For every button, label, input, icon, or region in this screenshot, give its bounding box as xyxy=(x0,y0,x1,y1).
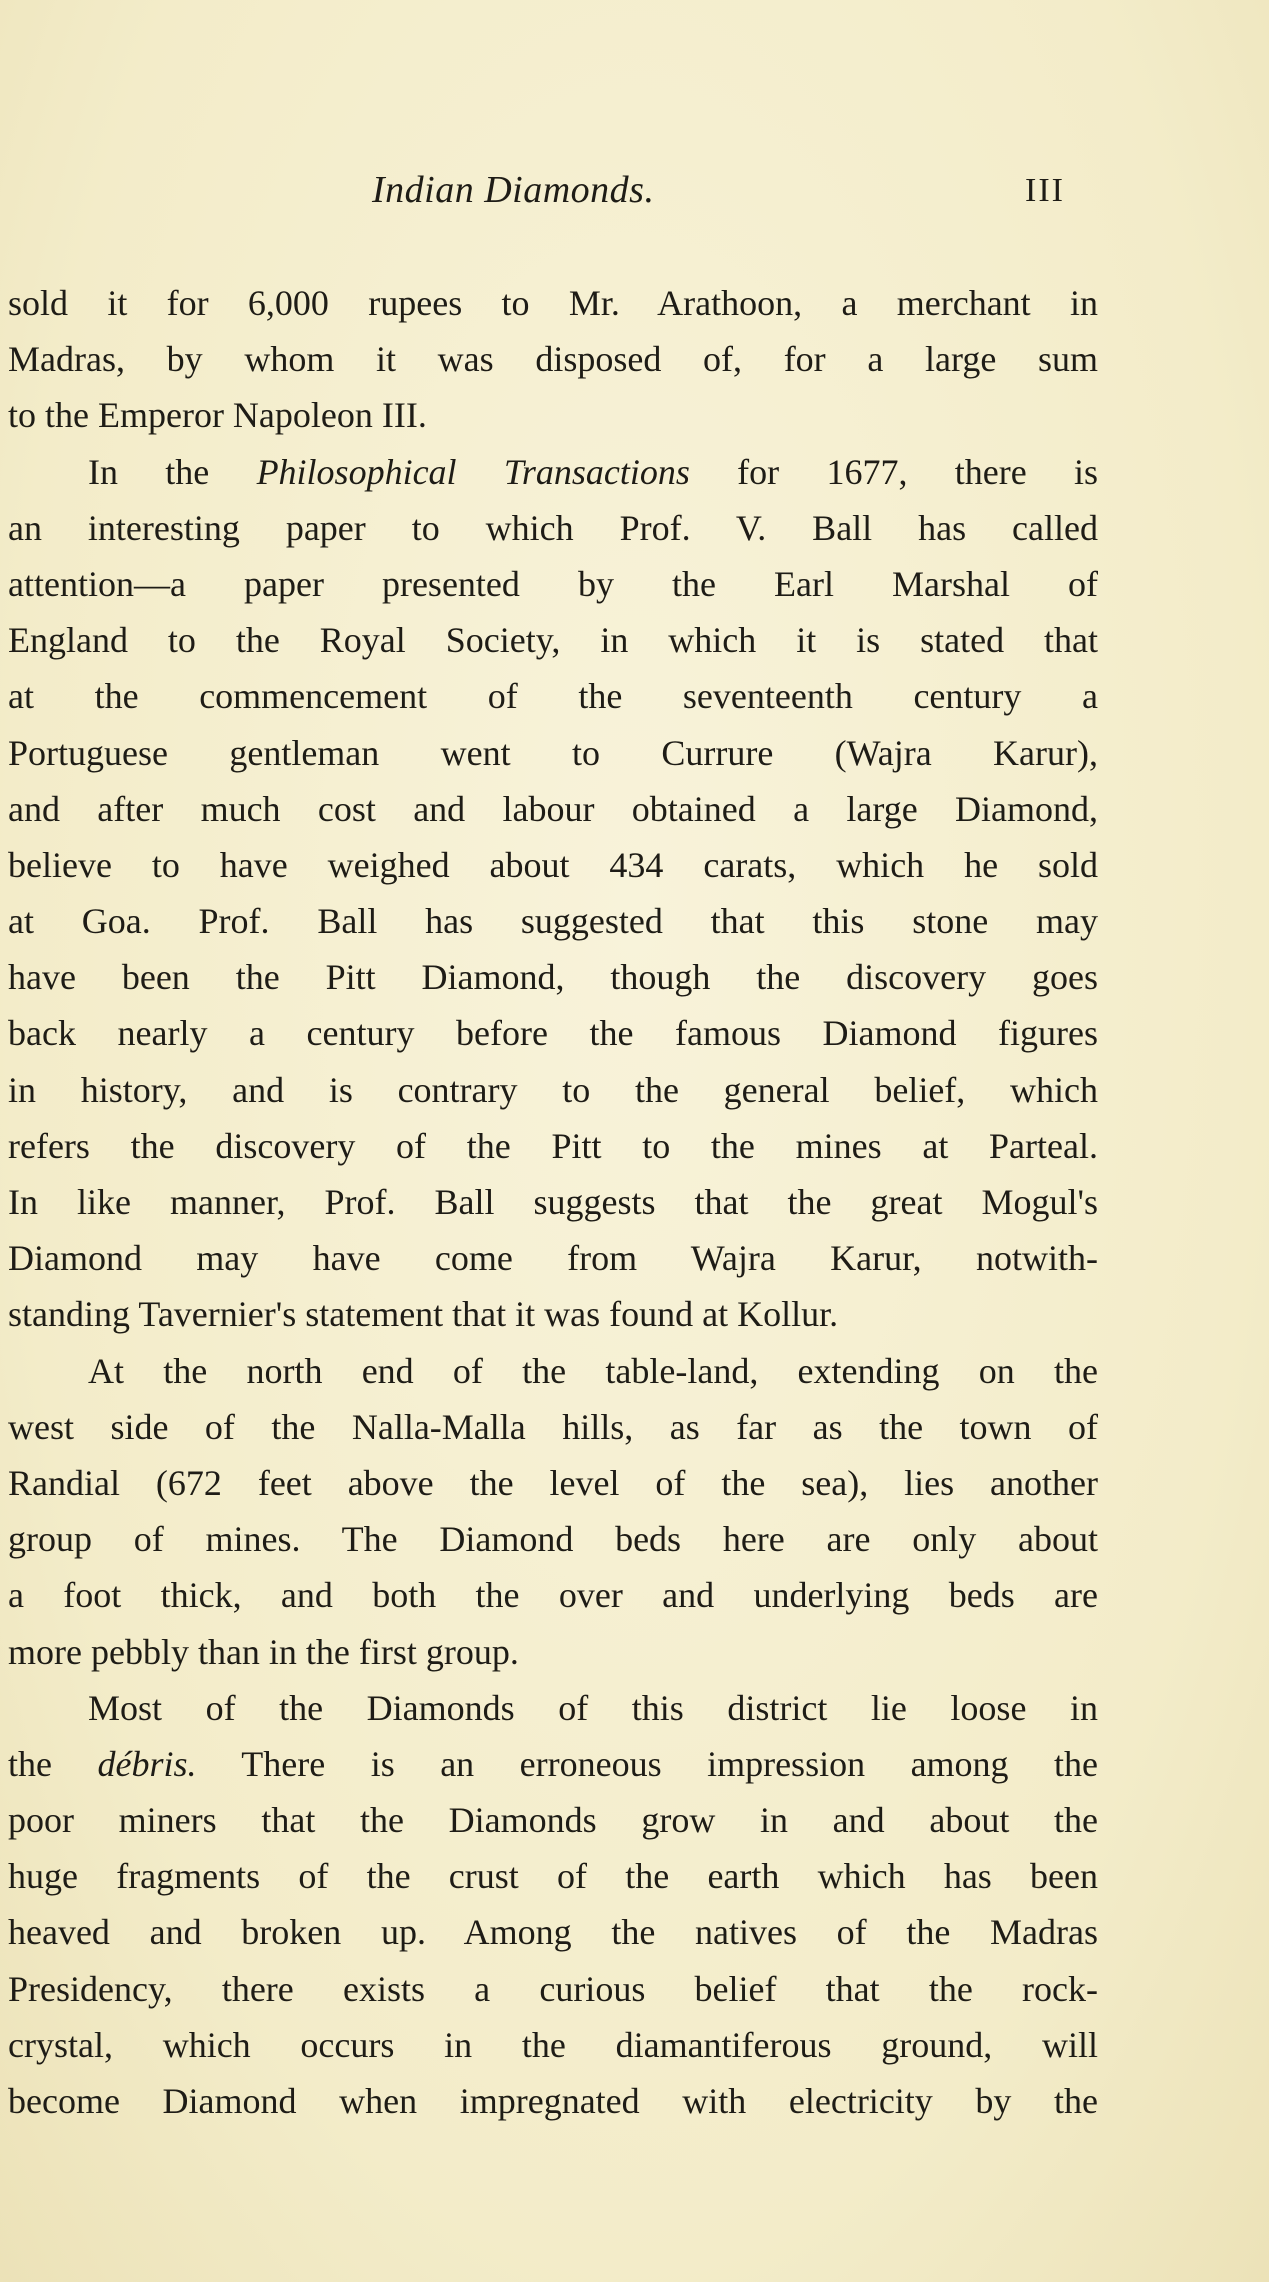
text-line: Diamond may have come from Wajra Karur, notwith- xyxy=(8,1238,1098,1279)
italic-word: débris. xyxy=(97,1743,197,1784)
text-line: poor miners that the Diamonds grow in and about the xyxy=(8,1800,1098,1841)
text-line: back nearly a century before the famous Diamond figures xyxy=(8,1013,1098,1054)
text-line: attention—a paper presented by the Earl Marshal of xyxy=(8,563,1098,604)
text-line: crystal, which occurs in the diamantiferous ground, will xyxy=(8,2024,1098,2065)
text-line: group of mines. The Diamond beds here are only about xyxy=(8,1519,1098,1560)
text-fragment: for 1677, there is xyxy=(689,451,1098,492)
text-fragment: In the xyxy=(88,451,257,492)
body-text xyxy=(8,275,1098,2129)
text-line: at the commencement of the seventeenth century a xyxy=(8,676,1098,717)
text-line: At the north end of the table-land, extending on the xyxy=(88,1350,1098,1391)
text-line: an interesting paper to which Prof. V. Ball has called xyxy=(8,507,1098,548)
text-line: a foot thick, and both the over and underlying beds are xyxy=(8,1575,1098,1616)
page-number: III xyxy=(1025,172,1065,209)
text-line: become Diamond when impregnated with electricity by the xyxy=(8,2081,1098,2121)
text-line: believe to have weighed about 434 carats, which he sold xyxy=(8,844,1098,885)
text-line: to the Emperor Napoleon III. xyxy=(8,395,427,436)
text-line: In like manner, Prof. Ball suggests that the great Mogul's xyxy=(8,1182,1098,1222)
text-line: Randial (672 feet above the level of the sea), lies another xyxy=(8,1462,1098,1503)
text-line: sold it for 6,000 rupees to Mr. Arathoon, a merchant in xyxy=(8,283,1098,323)
text-line: standing Tavernier's statement that it was found at Kollur. xyxy=(8,1294,839,1335)
text-line: heaved and broken up. Among the natives of the Madras xyxy=(8,1912,1098,1953)
running-head xyxy=(0,168,1269,228)
text-fragment: the xyxy=(8,1743,98,1784)
text-line: England to the Royal Society, in which it is stated that xyxy=(8,620,1098,661)
text-line: huge fragments of the crust of the earth which has been xyxy=(8,1856,1098,1897)
text-line xyxy=(8,1736,1098,1792)
text-line: and after much cost and labour obtained a large Diamond, xyxy=(8,788,1098,829)
text-line: west side of the Nalla-Malla hills, as far as the town of xyxy=(8,1406,1098,1447)
text-fragment: There is an erroneous impression among the xyxy=(196,1743,1099,1784)
text-line: Madras, by whom it was disposed of, for a large sum xyxy=(8,339,1098,380)
text-line: at Goa. Prof. Ball has suggested that this stone may xyxy=(8,901,1098,942)
text-line: in history, and is contrary to the general belief, which xyxy=(8,1069,1098,1110)
text-line: have been the Pitt Diamond, though the discovery goes xyxy=(8,957,1098,998)
text-line: Portuguese gentleman went to Currure (Wajra Karur), xyxy=(8,732,1098,773)
running-title: Indian Diamonds. xyxy=(372,169,655,211)
text-line: more pebbly than in the first group. xyxy=(8,1631,519,1672)
italic-title: Philosophical Transactions xyxy=(256,451,690,492)
text-line xyxy=(8,444,1098,500)
text-line: Presidency, there exists a curious belief that the rock- xyxy=(8,1968,1098,2009)
text-line: Most of the Diamonds of this district lie loose in xyxy=(88,1687,1098,1728)
text-line: refers the discovery of the Pitt to the mines at Parteal. xyxy=(8,1125,1098,1166)
